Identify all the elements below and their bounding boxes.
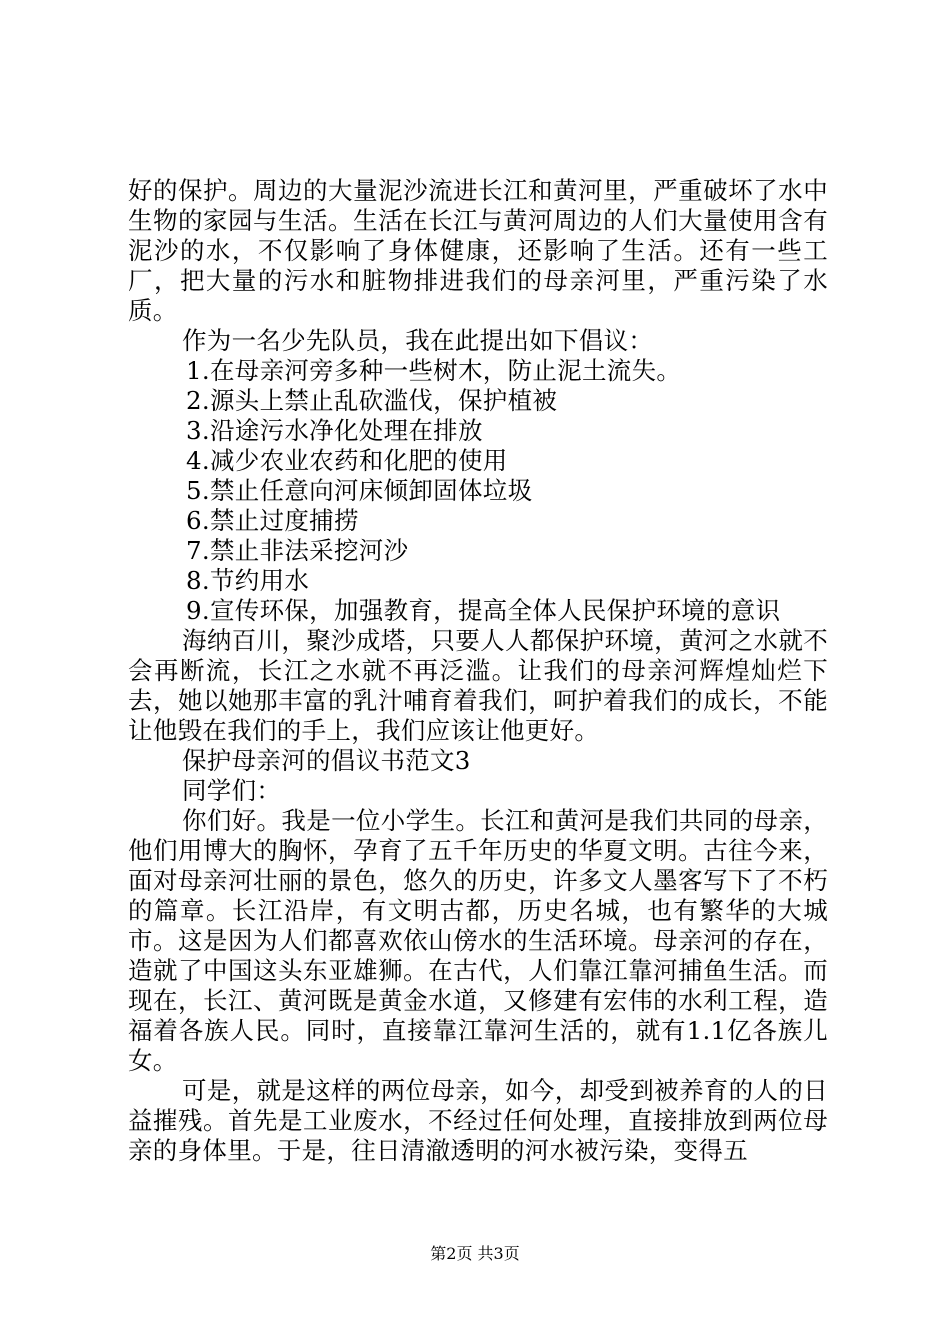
paragraph-body: 你们好。我是一位小学生。长江和黄河是我们共同的母亲，他们用博大的胸怀，孕育了五千年历史的华夏文明。古往今来，面对母亲河壮丽的景色，悠久的历史，许多文人墨客写下了不朽的篇章。长江沿岸，有文明古都，历史名城，也有繁华的大城市。这是因为人们都喜欢依山傍水的生活环境。母亲河的存在，造就了中国这头东亚雄狮。在古代，人们靠江靠河捕鱼生活。而现在，长江、黄河既是黄金水道，又修建有宏伟的水利工程，造福着各族人民。同时，直接靠江靠河生活的，就有1.1亿各族儿女。 bbox=[128, 806, 828, 1075]
page-footer: 第2页 共3页 bbox=[430, 1244, 520, 1263]
proposal-item: 3.沿途污水净化处理在排放 bbox=[186, 416, 483, 445]
proposal-item: 2.源头上禁止乱砍滥伐，保护植被 bbox=[186, 386, 558, 415]
proposal-item: 1.在母亲河旁多种一些树木，防止泥土流失。 bbox=[186, 356, 682, 385]
proposal-item: 9.宣传环保，加强教育，提高全体人民保护环境的意识 bbox=[186, 596, 781, 625]
proposal-item: 5.禁止任意向河床倾卸固体垃圾 bbox=[186, 476, 533, 505]
salutation: 同学们： bbox=[182, 776, 282, 805]
proposal-item: 8.节约用水 bbox=[186, 566, 310, 595]
paragraph-proposal-intro: 作为一名少先队员，我在此提出如下倡议： bbox=[182, 326, 654, 355]
paragraph-conclusion: 海纳百川，聚沙成塔，只要人人都保护环境，黄河之水就不会再断流，长江之水就不再泛滥。让我们的母亲河辉煌灿烂下去，她以她那丰富的乳汁哺育着我们，呵护着我们的成长，不能让他毁在我们的手上，我们应该让他更好。 bbox=[128, 626, 828, 745]
paragraph-body: 可是，就是这样的两位母亲，如今，却受到被养育的人的日益摧残。首先是工业废水，不经过任何处理，直接排放到两位母亲的身体里。于是，往日清澈透明的河水被污染，变得五 bbox=[128, 1076, 828, 1165]
proposal-item: 4.减少农业农药和化肥的使用 bbox=[186, 446, 508, 475]
document-body bbox=[128, 176, 828, 1166]
proposal-list bbox=[128, 356, 828, 626]
section-title: 保护母亲河的倡议书范文3 bbox=[182, 746, 471, 775]
paragraph-continued: 好的保护。周边的大量泥沙流进长江和黄河里，严重破坏了水中生物的家园与生活。生活在长江与黄河周边的人们大量使用含有泥沙的水，不仅影响了身体健康，还影响了生活。还有一些工厂，把大量的污水和脏物排进我们的母亲河里，严重污染了水质。 bbox=[128, 176, 828, 325]
proposal-item: 6.禁止过度捕捞 bbox=[186, 506, 359, 535]
proposal-item: 7.禁止非法采挖河沙 bbox=[186, 536, 409, 565]
